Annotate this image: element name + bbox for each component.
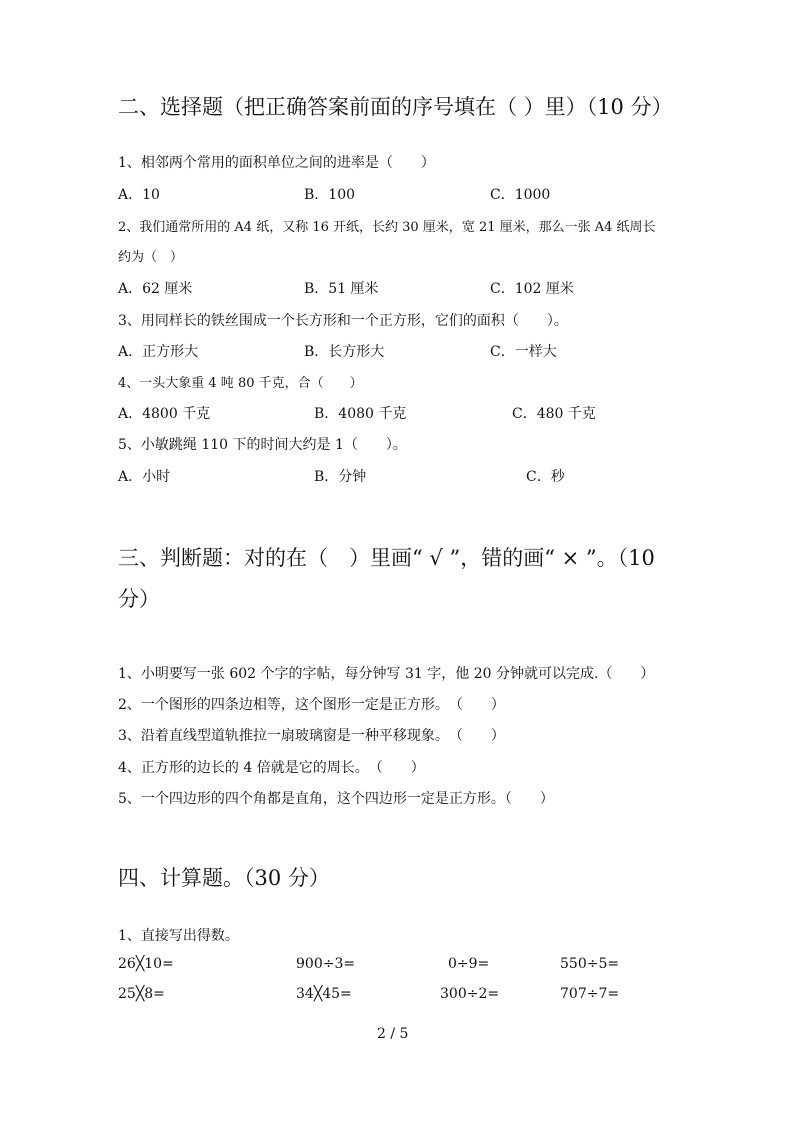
calc-item: 550÷5= bbox=[560, 956, 620, 972]
judge-item-2: 2、一个图形的四条边相等，这个图形一定是正方形。 （ ） bbox=[118, 697, 505, 713]
calc-item: 707÷7= bbox=[560, 986, 620, 1002]
option-a: A．10 bbox=[118, 187, 160, 203]
calc-subtitle: 1、直接写出得数。 bbox=[118, 928, 239, 944]
option-c: C．102 厘米 bbox=[490, 281, 574, 297]
judge-item-1: 1、小明要写一张 602 个字的字帖，每分钟写 31 字，他 20 分钟就可以完成.（ ） bbox=[118, 666, 655, 682]
judge-item-5: 5、一个四边形的四个角都是直角，这个四边形一定是正方形。（ ） bbox=[118, 791, 554, 807]
section-3-title-line1: 三、判断题：对的在（ ）里画“ √ ”，错的画“ × ”。（10 bbox=[118, 546, 655, 570]
option-a: A．正方形大 bbox=[118, 344, 199, 360]
option-a: A．小时 bbox=[118, 469, 171, 485]
question-2-5: 5、小敏跳绳 110 下的时间大约是 1（ ）。 bbox=[118, 437, 407, 453]
section-3-title-line2: 分） bbox=[118, 587, 160, 611]
calc-item: 25╳8= bbox=[118, 986, 165, 1002]
section-4-title: 四、计算题。（30 分） bbox=[118, 866, 330, 890]
question-2-2-line2: 约为（ ） bbox=[118, 250, 184, 265]
calc-item: 300÷2= bbox=[440, 986, 500, 1002]
question-2-3: 3、用同样长的铁丝围成一个长方形和一个正方形，它们的面积（ ）。 bbox=[118, 313, 568, 329]
calc-item: 900÷3= bbox=[296, 956, 356, 972]
judge-item-3: 3、沿着直线型道轨推拉一扇玻璃窗是一种平移现象。 （ ） bbox=[118, 728, 505, 744]
option-c: C．一样大 bbox=[490, 344, 557, 360]
calc-item: 26╳10= bbox=[118, 956, 174, 972]
option-b: B．4080 千克 bbox=[314, 406, 407, 422]
page-number: 2 / 5 bbox=[377, 1026, 409, 1042]
option-b: B．51 厘米 bbox=[304, 281, 379, 297]
option-c: C．秒 bbox=[526, 469, 565, 485]
section-2-title: 二、选择题（把正确答案前面的序号填在（ ）里）（10 分） bbox=[118, 95, 673, 119]
question-2-2-line1: 2、我们通常所用的 A4 纸，又称 16 开纸，长约 30 厘米，宽 21 厘米，那么一张 A4 纸周长 bbox=[118, 220, 656, 235]
calc-item: 34╳45= bbox=[296, 986, 352, 1002]
option-a: A．62 厘米 bbox=[118, 281, 193, 297]
option-b: B．分钟 bbox=[314, 469, 367, 485]
question-2-4: 4、一头大象重 4 吨 80 千克，合（ ） bbox=[118, 376, 363, 391]
calc-item: 0÷9= bbox=[448, 956, 490, 972]
option-c: C．1000 bbox=[490, 187, 551, 203]
option-b: B．100 bbox=[304, 187, 356, 203]
option-b: B．长方形大 bbox=[304, 344, 385, 360]
option-c: C．480 千克 bbox=[512, 406, 596, 422]
judge-item-4: 4、正方形的边长的 4 倍就是它的周长。 （ ） bbox=[118, 760, 425, 776]
option-a: A．4800 千克 bbox=[118, 406, 211, 422]
question-2-1: 1、相邻两个常用的面积单位之间的进率是（ ） bbox=[118, 155, 435, 171]
